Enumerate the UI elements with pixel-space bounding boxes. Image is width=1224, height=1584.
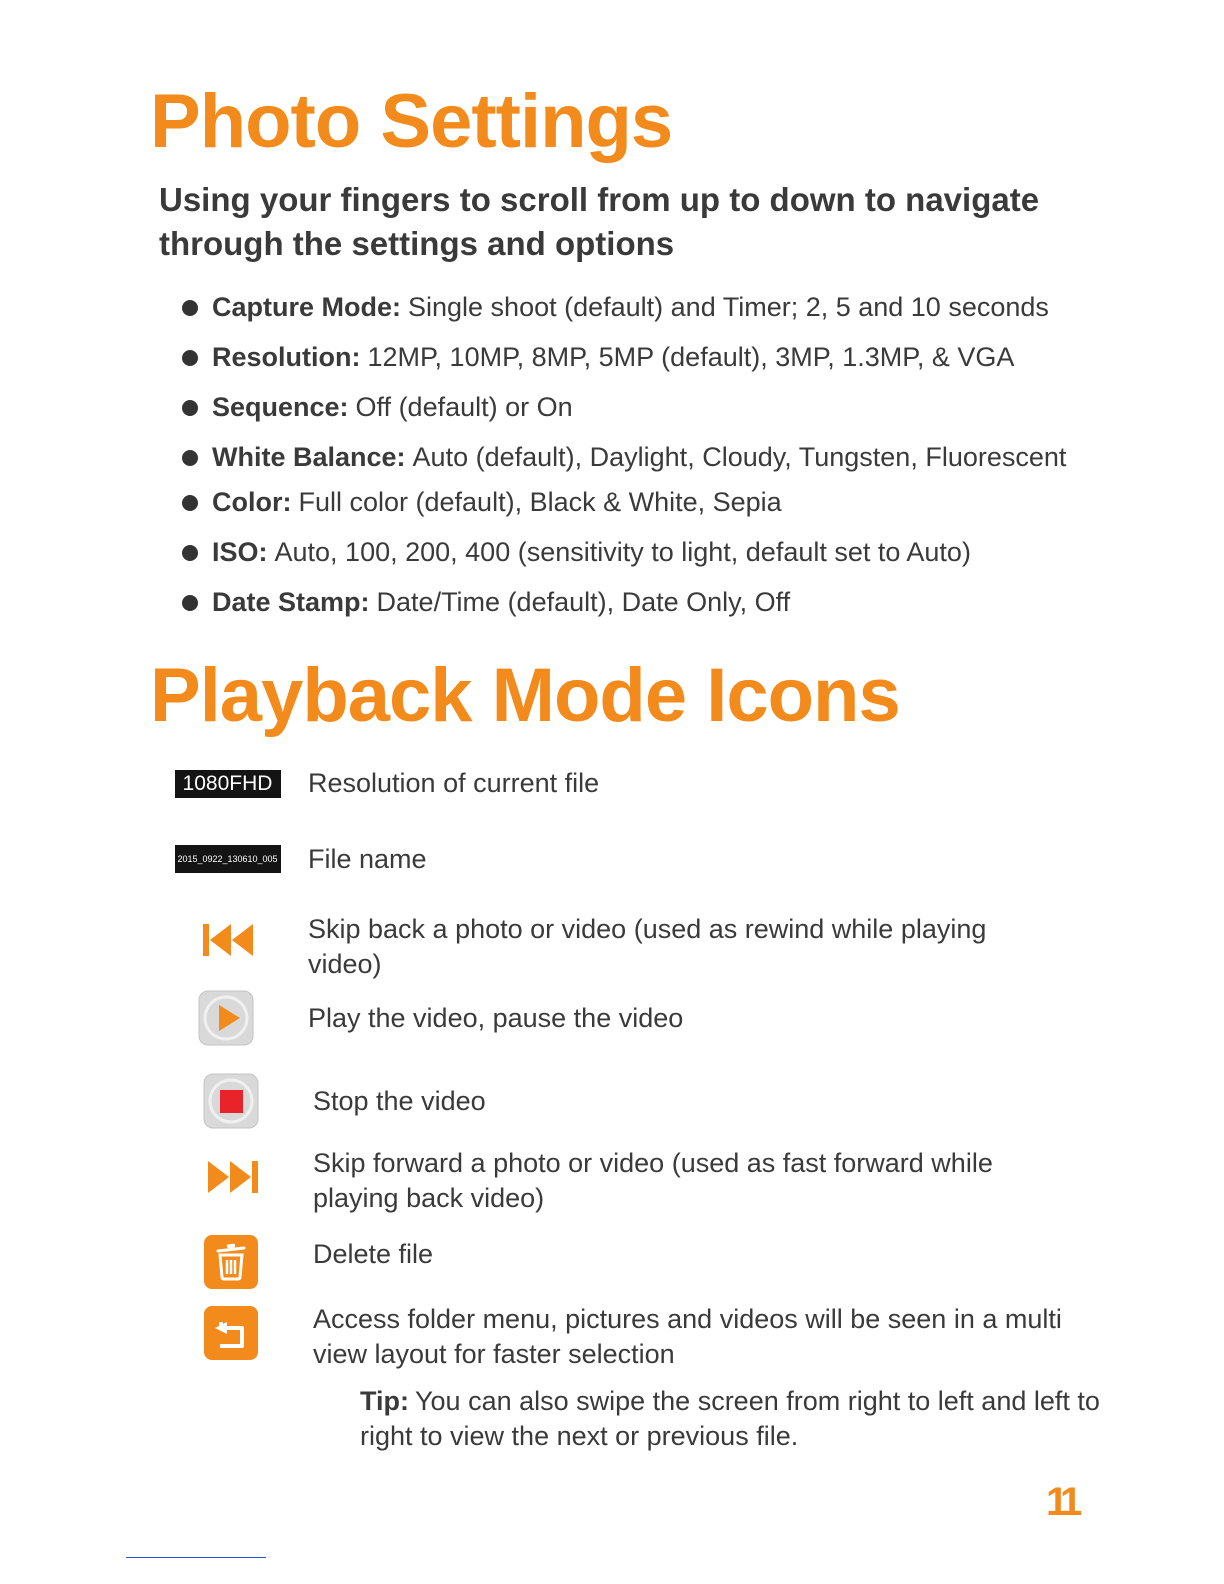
item-text: Auto, 100, 200, 400 (sensitivity to light, default set to Auto) xyxy=(274,537,971,567)
icon-description: Play the video, pause the video xyxy=(308,1003,684,1033)
play-icon xyxy=(198,990,254,1046)
bullet-icon xyxy=(182,350,198,366)
list-item xyxy=(182,442,1066,473)
item-label: ISO: xyxy=(212,537,268,567)
item-label: White Balance: xyxy=(212,442,406,472)
icon-description: Resolution of current file xyxy=(308,768,600,798)
list-item xyxy=(182,392,573,423)
item-text: Single shoot (default) and Timer; 2, 5 and 10 seconds xyxy=(408,292,1049,322)
footer-rule xyxy=(126,1557,266,1558)
icon-description: Stop the video xyxy=(313,1086,486,1116)
item-text: Off (default) or On xyxy=(355,392,573,422)
item-text: 12MP, 10MP, 8MP, 5MP (default), 3MP, 1.3MP, & VGA xyxy=(367,342,1015,372)
page-number: 11 xyxy=(1046,1480,1077,1524)
item-label: Capture Mode: xyxy=(212,292,401,322)
photo-settings-title: Photo Settings xyxy=(150,79,673,164)
tip-label: Tip: xyxy=(360,1386,409,1416)
stop-icon xyxy=(203,1073,259,1129)
resolution-badge xyxy=(174,770,281,798)
item-label: Color: xyxy=(212,487,292,517)
icon-description: Skip forward a photo or video (used as fast forward while playing back video) xyxy=(313,1148,993,1213)
item-label: Resolution: xyxy=(212,342,361,372)
bullet-icon xyxy=(182,595,198,611)
item-text: Auto (default), Daylight, Cloudy, Tungsten, Fluorescent xyxy=(412,442,1067,472)
item-label: Sequence: xyxy=(212,392,349,422)
list-item xyxy=(182,292,1049,323)
filename-badge xyxy=(174,845,281,873)
bullet-icon xyxy=(182,450,198,466)
trash-icon xyxy=(204,1235,258,1289)
photo-settings-intro: Using your fingers to scroll from up to down to navigate through the settings and options xyxy=(159,181,1040,262)
item-text: Date/Time (default), Date Only, Off xyxy=(376,587,791,617)
bullet-icon xyxy=(182,495,198,511)
bullet-icon xyxy=(182,545,198,561)
bullet-icon xyxy=(182,300,198,316)
filename-badge-text: 2015_0922_130610_005 xyxy=(175,845,281,873)
tip-note xyxy=(360,1384,1120,1454)
return-icon xyxy=(204,1306,258,1360)
list-item xyxy=(182,537,971,568)
item-text: Full color (default), Black & White, Sepia xyxy=(298,487,782,517)
bullet-icon xyxy=(182,400,198,416)
item-label: Date Stamp: xyxy=(212,587,370,617)
icon-description: Delete file xyxy=(313,1239,434,1269)
playback-title: Playback Mode Icons xyxy=(150,653,900,738)
skip-forward-icon xyxy=(205,1157,261,1197)
icon-description: Skip back a photo or video (used as rewind while playing video) xyxy=(308,914,987,979)
tip-text: You can also swipe the screen from right to left and left to right to view the next or previous file. xyxy=(360,1386,1100,1451)
resolution-badge-text: 1080FHD xyxy=(175,770,281,798)
icon-description: File name xyxy=(308,844,427,874)
list-item xyxy=(182,342,1014,373)
skip-back-icon xyxy=(200,920,256,960)
icon-description: Access folder menu, pictures and videos will be seen in a multi view layout for faster selection xyxy=(313,1304,1062,1369)
list-item xyxy=(182,587,790,618)
list-item xyxy=(182,487,782,518)
